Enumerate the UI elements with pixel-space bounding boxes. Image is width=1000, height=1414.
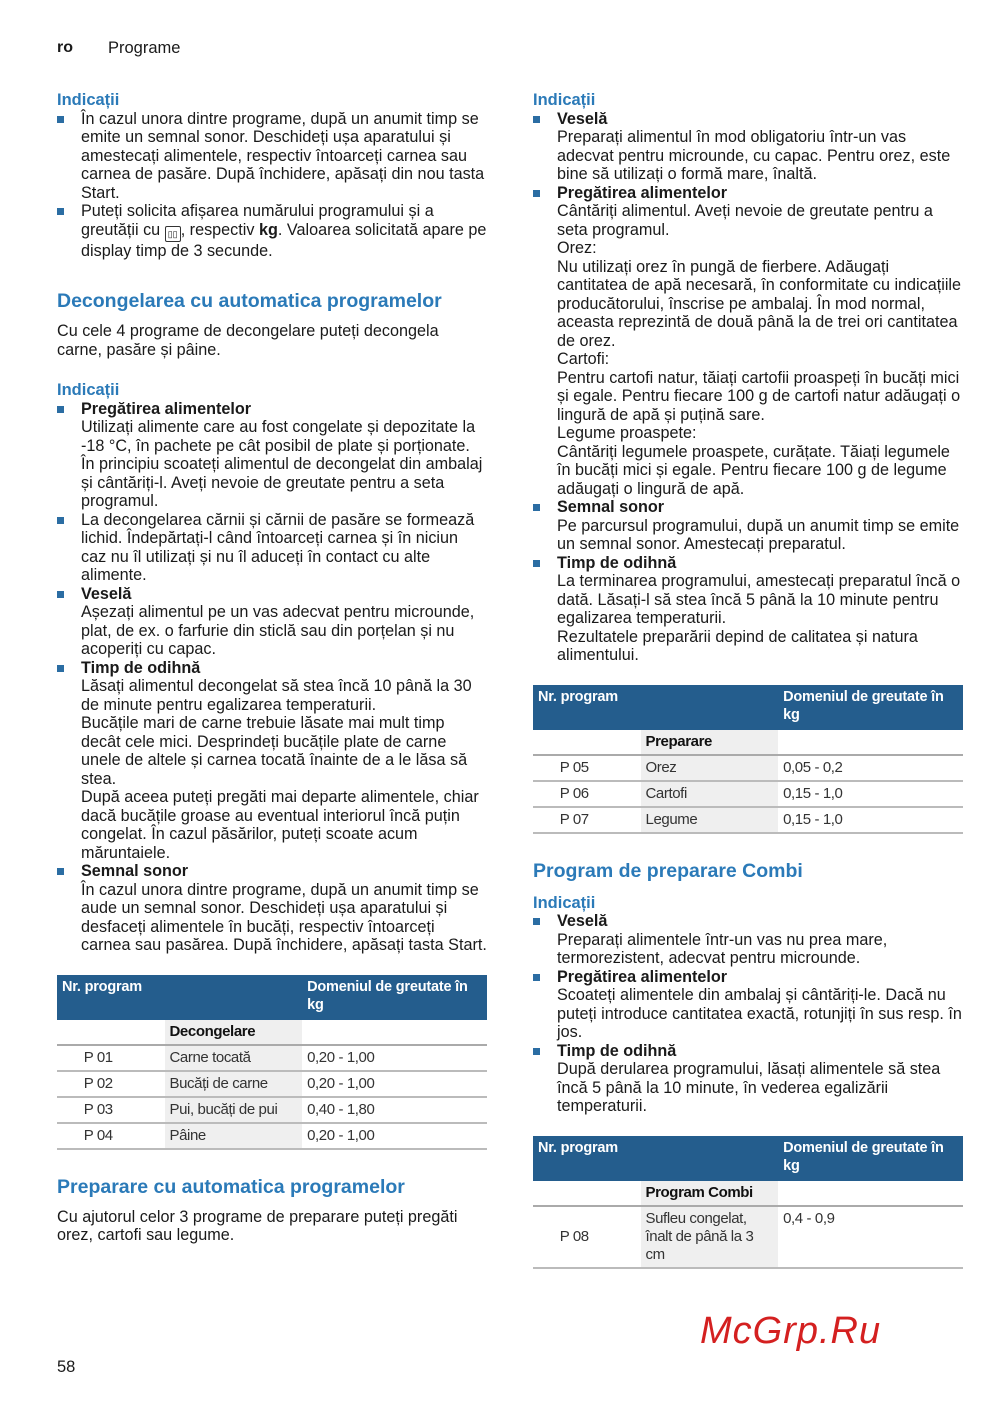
item-title: Pregătirea alimentelor (557, 183, 728, 202)
weight-range: 0,20 - 1,00 (302, 1123, 487, 1149)
item-text: Pentru cartofi natur, tăiați cartofii proaspeți în bucăți mici și egale. Pentru fiecare 100 g de cartofi natur adăugați o lingură de apă și puțină sare. (557, 368, 961, 424)
empty-cell (778, 730, 963, 755)
item-title: Veselă (81, 584, 132, 603)
list-item (533, 912, 963, 968)
item-text: Lăsați alimentul decongelat să stea încă 10 până la 30 de minute pentru egalizarea temperaturii. (81, 677, 472, 714)
food-name: Orez (641, 755, 779, 781)
column-header-program: Nr. program (533, 1136, 778, 1181)
bullet-square-icon (57, 406, 64, 413)
weight-range: 0,20 - 1,00 (302, 1071, 487, 1097)
program-number: P 07 (533, 807, 641, 833)
item-text: La terminarea programului, amestecați preparatul încă o dată. Lăsați-l să stea încă 5 până la 10 minute pentru egalizarea temperaturii. (557, 572, 961, 627)
item-text: Pe parcursul programului, după un anumit timp se emite un semnal sonor. Amestecați preparatul. (557, 516, 960, 553)
item-text: Bucățile mari de carne trebuie lăsate mai mult timp decât cele mici. Desprindeți bucățile plate de carne unele de altele și carnea tocată înainte de a le lăsa să stea. (81, 714, 468, 788)
empty-cell (302, 1020, 487, 1045)
table-row (57, 1123, 487, 1149)
column-header-weight: Domeniul de greutate în kg (778, 685, 963, 730)
section-heading: Program de preparare Combi (533, 859, 803, 882)
bullet-list (533, 110, 963, 665)
item-title: Timp de odihnă (557, 1041, 677, 1060)
notes-label: Indicații (57, 91, 120, 109)
item-text: După aceea puteți pregăti mai departe alimentele, chiar dacă bucățile groase au eventual interiorul încă puțin congelat. În cazul păsărilor, puteți scoate acum măruntaiele. (81, 788, 479, 862)
item-title: Semnal sonor (81, 862, 189, 880)
table-row (57, 1071, 487, 1097)
food-name: Carne tocată (165, 1045, 303, 1071)
weight-range: 0,15 - 1,0 (778, 807, 963, 833)
bullet-square-icon (57, 517, 64, 524)
item-title: Pregătirea alimentelor (81, 399, 252, 418)
bullet-square-icon (533, 974, 540, 981)
list-item (57, 110, 487, 203)
food-name: Legume (641, 807, 779, 833)
list-item (533, 554, 963, 665)
watermark: McGrp.Ru (700, 1310, 882, 1352)
item-text: Scoateți alimentele din ambalaj și cântăriți-le. Dacă nu puteți introduce cantitatea exactă, rotunjiți în sus resp. în jos. (557, 986, 962, 1041)
section-title: Decongelare (165, 1020, 303, 1045)
item-title: Timp de odihnă (557, 553, 677, 572)
section-title: Programe (108, 39, 181, 57)
bullet-square-icon (533, 918, 540, 925)
item-text: Cântăriți alimentul. Aveți nevoie de greutate pentru a seta programul. (557, 202, 933, 239)
table-row (533, 781, 963, 807)
list-item (57, 862, 487, 955)
item-text: Rezultatele preparării depind de calitatea și natura alimentului. (557, 627, 918, 664)
item-text: Așezați alimentul pe un vas adecvat pentru microunde, plat, de ex. o farfurie din sticlă sau din porțelan și nu acoperiți cu capac. (81, 603, 475, 658)
table-row (533, 1206, 963, 1268)
item-text: În cazul unora dintre programe, după un anumit timp se emite un semnal sonor. Deschideți ușa aparatului și amestecați alimentele, respectiv întoarceți carnea sau carnea de pasăre. După închidere, apăsați din nou tasta Start. (81, 109, 485, 202)
table-header-row (533, 685, 963, 730)
language-code: ro (57, 39, 73, 56)
notes-label: Indicații (533, 893, 596, 912)
notes-block (57, 91, 487, 260)
list-item (533, 1042, 963, 1116)
program-number: P 05 (533, 755, 641, 781)
program-table (57, 975, 487, 1150)
section-title: Program Combi (641, 1181, 779, 1206)
left-column (57, 91, 487, 1245)
list-item (533, 110, 963, 184)
list-item (57, 400, 487, 511)
table-section-row (533, 1181, 963, 1206)
item-text (81, 202, 487, 260)
right-column (533, 91, 963, 1269)
bullet-square-icon (533, 504, 540, 511)
food-name: Cartofi (641, 781, 779, 807)
item-title: Timp de odihnă (81, 658, 201, 677)
weight-range: 0,40 - 1,80 (302, 1097, 487, 1123)
weight-range: 0,4 - 0,9 (778, 1206, 963, 1268)
text-fragment: , respectiv (180, 220, 259, 239)
program-weight-icon: ▯▯ (165, 226, 181, 242)
list-item (533, 498, 963, 554)
program-table (533, 1136, 963, 1269)
section-heading: Decongelarea cu automatica programelor (57, 290, 442, 312)
notes-block (57, 381, 487, 955)
bullet-square-icon (57, 591, 64, 598)
section-intro: Cu ajutorul celor 3 programe de preparare puteți pregăti orez, cartofi sau legume. (57, 1207, 458, 1244)
food-name: Pui, bucăți de pui (165, 1097, 303, 1123)
bullet-square-icon (533, 1048, 540, 1055)
column-header-weight: Domeniul de greutate în kg (778, 1136, 963, 1181)
table-row (57, 1097, 487, 1123)
bullet-square-icon (57, 116, 64, 123)
bullet-list (57, 110, 487, 261)
text-fragment: Puteți solicita afișarea numărului programului și a greutății cu (81, 202, 434, 239)
list-item (57, 659, 487, 863)
table-header-row (533, 1136, 963, 1181)
bullet-square-icon (533, 190, 540, 197)
food-name: Pâine (165, 1123, 303, 1149)
item-text: Cântăriți legumele proaspete, curățate. Tăiați legumele în bucăți mici și egale. Pentru fiecare 100 g de legume adăugați o lingură de apă. (557, 442, 950, 498)
item-text: Utilizați alimente care au fost congelate și depozitate la -18 °C, în pachete pe cât posibil de plate și porționate. (81, 418, 476, 455)
column-header-program: Nr. program (57, 975, 302, 1020)
program-number: P 01 (57, 1045, 165, 1071)
text-fragment: . Valoarea solicitată apare pe display timp de 3 secunde. (81, 220, 487, 260)
program-number: P 06 (533, 781, 641, 807)
notes-label: Indicații (533, 91, 596, 109)
section-heading: Preparare cu automatica programelor (57, 1175, 405, 1198)
weight-range: 0,20 - 1,00 (302, 1045, 487, 1071)
notes-block (533, 91, 963, 665)
bullet-square-icon (57, 868, 64, 875)
item-text: În principiu scoateți alimentul de decongelat din ambalaj și cântăriți-l. Aveți nevoie de greutate pentru a seta programul. (81, 455, 483, 510)
list-item (57, 585, 487, 659)
empty-cell (533, 1181, 641, 1206)
item-title: Semnal sonor (557, 498, 665, 516)
empty-cell (57, 1020, 165, 1045)
weight-range: 0,05 - 0,2 (778, 755, 963, 781)
program-number: P 03 (57, 1097, 165, 1123)
kg-key-label: kg (258, 220, 278, 239)
list-item (533, 184, 963, 499)
program-number: P 08 (533, 1206, 641, 1268)
item-text: Orez: (557, 239, 597, 257)
notes-block (533, 894, 963, 1116)
program-number: P 02 (57, 1071, 165, 1097)
table-header-row (57, 975, 487, 1020)
program-table (533, 685, 963, 834)
empty-cell (778, 1181, 963, 1206)
bullet-list (533, 912, 963, 1116)
weight-range: 0,15 - 1,0 (778, 781, 963, 807)
empty-cell (533, 730, 641, 755)
notes-label: Indicații (57, 381, 120, 399)
food-name: Bucăți de carne (165, 1071, 303, 1097)
item-text: Legume proaspete: (557, 424, 697, 442)
list-item (57, 202, 487, 260)
item-title: Pregătirea alimentelor (557, 967, 728, 986)
item-text: După derularea programului, lăsați alimentele să stea încă 5 până la 10 minute, în vederea egalizării temperaturii. (557, 1060, 941, 1115)
item-text: Preparați alimentele într-un vas nu prea mare, termorezistent, adecvat pentru microunde. (557, 930, 888, 967)
item-title: Veselă (557, 912, 608, 930)
bullet-square-icon (533, 116, 540, 123)
item-title: Veselă (557, 109, 608, 128)
section-title: Preparare (641, 730, 779, 755)
item-text: Preparați alimentul în mod obligatoriu într-un vas adecvat pentru microunde, cu capac. Pentru orez, este bine să utilizați o formă mare, înaltă. (557, 128, 951, 183)
food-name: Sufleu congelat, înalt de până la 3 cm (641, 1206, 779, 1268)
table-section-row (533, 730, 963, 755)
column-header-program: Nr. program (533, 685, 778, 730)
bullet-square-icon (57, 665, 64, 672)
bullet-square-icon (533, 560, 540, 567)
column-header-weight: Domeniul de greutate în kg (302, 975, 487, 1020)
section-intro: Cu cele 4 programe de decongelare puteți decongela carne, pasăre și pâine. (57, 322, 439, 359)
program-number: P 04 (57, 1123, 165, 1149)
table-row (533, 755, 963, 781)
list-item (533, 968, 963, 1042)
table-section-row (57, 1020, 487, 1045)
item-text: La decongelarea cărnii și cărnii de pasăre se formează lichid. Îndepărtați-l când întoarceți carnea și în niciun caz nu îl utilizați și nu îl aduceți în contact cu alte alimente. (81, 510, 475, 584)
table-row (57, 1045, 487, 1071)
item-text: În cazul unora dintre programe, după un anumit timp se aude un semnal sonor. Deschideți ușa aparatului și desfaceți alimentele în bucăți, respectiv întoarceți carnea sau pasărea. După închidere, apăsați tasta Start. (81, 880, 487, 954)
bullet-list (57, 400, 487, 955)
item-text: Nu utilizați orez în pungă de fierbere. Adăugați cantitatea de apă necesară, în conformitate cu indicațiile producătorului, înscrise pe ambalaj. În mod normal, aceasta reprezintă de două până la de trei ori cantitatea de orez. (557, 257, 962, 350)
table-row (533, 807, 963, 833)
page-number: 58 (57, 1358, 76, 1376)
list-item (57, 511, 487, 585)
item-text: Cartofi: (557, 350, 610, 368)
bullet-square-icon (57, 208, 64, 215)
